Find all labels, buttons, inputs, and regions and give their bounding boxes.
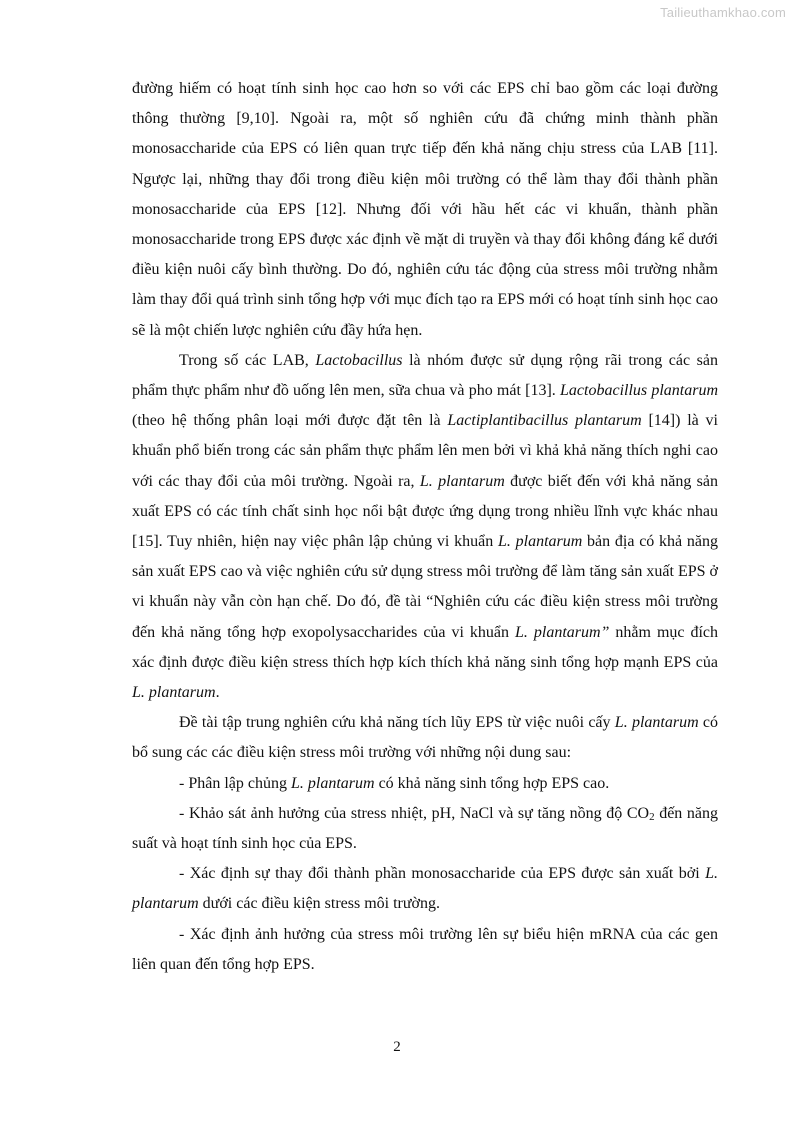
text-span: - Khảo sát ảnh hưởng của stress nhiệt, pH, NaCl và sự tăng nồng độ CO — [179, 804, 650, 822]
text-span: Trong số các LAB, — [179, 351, 316, 369]
list-item-3 — [132, 859, 718, 919]
species-name: Lactobacillus — [315, 351, 403, 369]
text-span: có bổ sung các các điều kiện stress môi trường với những nội dung sau: — [132, 714, 719, 762]
species-name: Lactobacillus plantarum — [560, 382, 719, 400]
species-name: L. plantarum — [290, 774, 375, 792]
text-span: nhằm mục đích xác định được điều kiện stress thích hợp kích thích khả năng sinh tổng hợp mạnh EPS của — [132, 623, 719, 671]
text-span: . — [215, 684, 220, 702]
species-name: L. plantarum — [132, 684, 216, 702]
text-span: là nhóm được sử dụng rộng rãi trong các sản phẩm thực phẩm như đồ uống lên men, sữa chua và pho mát [13]. — [132, 351, 719, 400]
document-body — [132, 74, 718, 980]
text-span: đến năng suất và hoạt tính sinh học của EPS. — [132, 804, 719, 853]
page-number: 2 — [393, 1039, 401, 1055]
species-name: L. plantarum — [132, 865, 718, 913]
text-span: [14]) là vi khuẩn phổ biến trong các sản phẩm thực phẩm lên men bởi vì khả khả năng thích nghi cao với các thay đổi của môi trường. Ngoài ra, — [132, 412, 718, 490]
species-name: L. plantarum” — [515, 623, 610, 641]
species-name: L. plantarum — [497, 533, 583, 551]
species-name: L. plantarum — [614, 714, 699, 732]
text-span: - Phân lập chủng — [179, 774, 291, 792]
species-name: L. plantarum — [419, 472, 505, 490]
text-span: được biết đến với khả năng sản xuất EPS có các tính chất sinh học nổi bật được ứng dụng trong nhiều lĩnh vực khác nhau [15]. Tuy nhiên, hiện nay việc phân lập chủng vi khuẩn — [132, 472, 719, 551]
list-item-4 — [132, 920, 718, 980]
text-span: có khả năng sinh tổng hợp EPS cao. — [374, 774, 610, 792]
text-span: (theo hệ thống phân loại mới được đặt tên là — [132, 412, 448, 430]
text-span: - Xác định ảnh hưởng của stress môi trường lên sự biểu hiện mRNA của các gen liên quan đến tổng hợp EPS. — [132, 925, 718, 973]
text-span: dưới các điều kiện stress môi trường. — [198, 895, 440, 913]
text-span: bản địa có khả năng sản xuất EPS cao và việc nghiên cứu sử dụng stress môi trường để làm tăng sản xuất EPS ở vi khuẩn này vẫn còn hạn chế. Do đó, đề tài “Nghiên cứu các điều kiện stress môi trường đến khả năng tổng hợp exopolysaccharides của vi khuẩn — [132, 533, 718, 641]
species-name: Lactiplantibacillus plantarum — [447, 412, 642, 430]
list-item-2 — [132, 799, 718, 859]
watermark-text: Tailieuthamkhao.com — [660, 5, 786, 20]
paragraph-3 — [132, 708, 718, 768]
text-span: Đề tài tập trung nghiên cứu khả năng tích lũy EPS từ việc nuôi cấy — [179, 714, 615, 732]
paragraph-2 — [132, 346, 718, 708]
text-span: - Xác định sự thay đổi thành phần monosaccharide của EPS được sản xuất bởi — [179, 865, 706, 883]
list-item-1 — [132, 769, 718, 799]
subscript: 2 — [649, 810, 655, 823]
paragraph-1: đường hiếm có hoạt tính sinh học cao hơn so với các EPS chỉ bao gồm các loại đường thông thường [9,10]. Ngoài ra, một số nghiên cứu đã chứng minh thành phần monosaccharide của EPS có liên quan trực tiếp đến khả năng chịu stress của LAB [11]. Ngược lại, những thay đổi trong điều kiện môi trường có thể làm thay đổi thành phần monosaccharide của EPS [12]. Nhưng đối với hầu hết các vi khuẩn, thành phần monosaccharide trong EPS được xác định về mặt di truyền và thay đổi không đáng kể dưới điều kiện nuôi cấy bình thường. Do đó, nghiên cứu tác động của stress môi trường nhằm làm thay đổi quá trình sinh tổng hợp với mục đích tạo ra EPS mới có hoạt tính sinh học cao sẽ là một chiến lược nghiên cứu đầy hứa hẹn. — [132, 80, 718, 339]
